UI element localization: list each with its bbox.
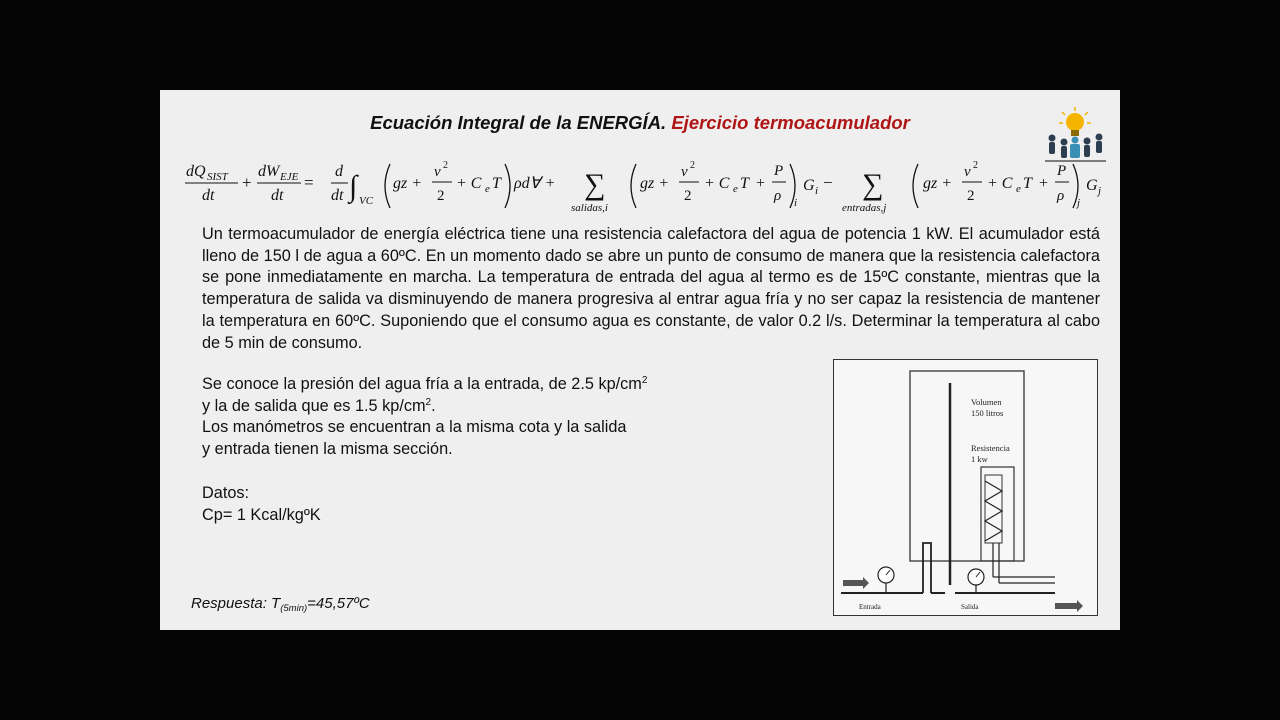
- exit-label: Salida: [961, 603, 979, 611]
- cp-value: Cp= 1 Kcal/kgºK: [202, 505, 321, 524]
- resistance-value: 1 kw: [971, 454, 988, 464]
- eq-i: i: [794, 197, 798, 209]
- eq-lhs1-sub: SIST: [207, 171, 228, 183]
- eq-j: j: [1077, 197, 1081, 209]
- eq-minus: −: [823, 173, 833, 192]
- eq-v-exp-1: 2: [443, 160, 448, 171]
- eq-t-3: T: [1023, 175, 1032, 192]
- answer-value: =45,57ºC: [307, 595, 370, 612]
- eq-plus-2: +: [756, 175, 766, 192]
- eq-integral: ∫: [349, 170, 358, 203]
- volume-label: Volumen: [971, 397, 1002, 407]
- eq-ce-2: + C: [704, 175, 730, 192]
- eq-plus-1: +: [242, 173, 252, 192]
- eq-gz-1: gz +: [393, 175, 423, 192]
- eq-lhs1-den: dt: [202, 187, 215, 204]
- eq-two-1: 2: [437, 188, 445, 204]
- data-label: Datos:: [202, 484, 250, 502]
- eq-d-num: d: [335, 163, 343, 180]
- eq-ce-3: + C: [987, 175, 1013, 192]
- bulb-glow: [1066, 113, 1084, 131]
- eq-sum-salidas: ∑: [584, 168, 606, 201]
- conditions-line-3: Los manómetros se encuentran a la misma cota y la salida: [202, 418, 627, 437]
- eq-e-1: e: [485, 183, 490, 195]
- eq-lhs2-num: dW: [258, 163, 280, 180]
- conditions-line-4: y entrada tienen la misma sección.: [202, 440, 453, 459]
- slide: [160, 90, 1120, 630]
- eq-gz-2: gz +: [640, 175, 670, 192]
- eq-v-2: v: [681, 164, 688, 180]
- eq-salidas-label: salidas,i: [571, 202, 608, 214]
- eq-gj: G: [1086, 177, 1098, 194]
- entrance-label: Entrada: [859, 603, 881, 611]
- eq-e-3: e: [1016, 183, 1021, 195]
- superscript-2: 2: [425, 396, 432, 408]
- eq-rho-2: ρ: [1057, 188, 1065, 204]
- title-main: Ecuación Integral de la ENERGÍA.: [370, 112, 667, 133]
- answer-label: Respuesta: T: [191, 595, 281, 612]
- eq-ce-1: + C: [456, 175, 482, 192]
- problem-statement: Un termoacumulador de energía eléctrica tiene una resistencia calefactora del agua de potencia 1 kW. El acumulador está lleno de 150 l de agua a 60ºC. En un momento dado se abre un punto de consumo de manera que la resistencia calefactora se pone inmediatamente en marcha. La temperatura de entrada del agua al termo es de 15ºC constante, mientras que la temperatura de salida va disminuyendo de manera progresiva al entrar agua fría y no ser capaz la resistencia de mantener la temperatura en 60ºC. Suponiendo que el consumo agua es constante, de valor 0.2 l/s. Determinar la temperatura al cabo de 5 min de consumo.: [202, 225, 1100, 352]
- eq-rho-1: ρ: [774, 188, 782, 204]
- entrance-pressure-text: Se conoce la presión del agua fría a la entrada, de 2.5 kp/cm: [202, 375, 642, 393]
- eq-lhs1-num: dQ: [186, 163, 206, 180]
- eq-v-1: v: [434, 164, 441, 180]
- eq-plus-3: +: [1039, 175, 1049, 192]
- eq-d-den: dt: [331, 187, 344, 204]
- eq-entradas-label: entradas,j: [842, 202, 887, 214]
- eq-rho-dv: ρd∀ +: [514, 175, 556, 192]
- eq-vc: VC: [359, 195, 374, 207]
- resistance-label: Resistencia: [971, 443, 1010, 453]
- exit-pressure-text: y la de salida que es 1.5 kp/cm: [202, 396, 426, 415]
- eq-equals: =: [304, 173, 314, 192]
- eq-lhs2-sub: EJE: [280, 171, 299, 183]
- eq-lhs2-den: dt: [271, 187, 284, 204]
- eq-p-1: P: [774, 163, 784, 179]
- eq-two-3: 2: [967, 188, 975, 204]
- eq-gi-sub: i: [815, 185, 819, 197]
- water-heater-diagram: [833, 359, 1098, 616]
- slide-title: [160, 112, 1120, 134]
- eq-v-exp-3: 2: [973, 160, 978, 171]
- eq-gj-sub: j: [1098, 185, 1102, 197]
- eq-sum-entradas: ∑: [862, 168, 884, 201]
- eq-p-2: P: [1057, 163, 1067, 179]
- period: .: [431, 396, 436, 415]
- answer-subscript: (5min): [280, 603, 308, 614]
- eq-v-exp-2: 2: [690, 160, 695, 171]
- title-exercise: Ejercicio termoacumulador: [671, 112, 910, 133]
- eq-e-2: e: [733, 183, 738, 195]
- eq-two-2: 2: [684, 188, 692, 204]
- eq-t-2: T: [740, 175, 749, 192]
- eq-t-1: T: [492, 175, 501, 192]
- eq-v-3: v: [964, 164, 971, 180]
- answer: [191, 595, 370, 612]
- eq-gi: G: [803, 177, 815, 194]
- volume-value: 150 litros: [971, 408, 1004, 418]
- superscript-2: 2: [641, 375, 648, 386]
- energy-integral-equation: [178, 156, 1108, 218]
- eq-gz-3: gz +: [923, 175, 953, 192]
